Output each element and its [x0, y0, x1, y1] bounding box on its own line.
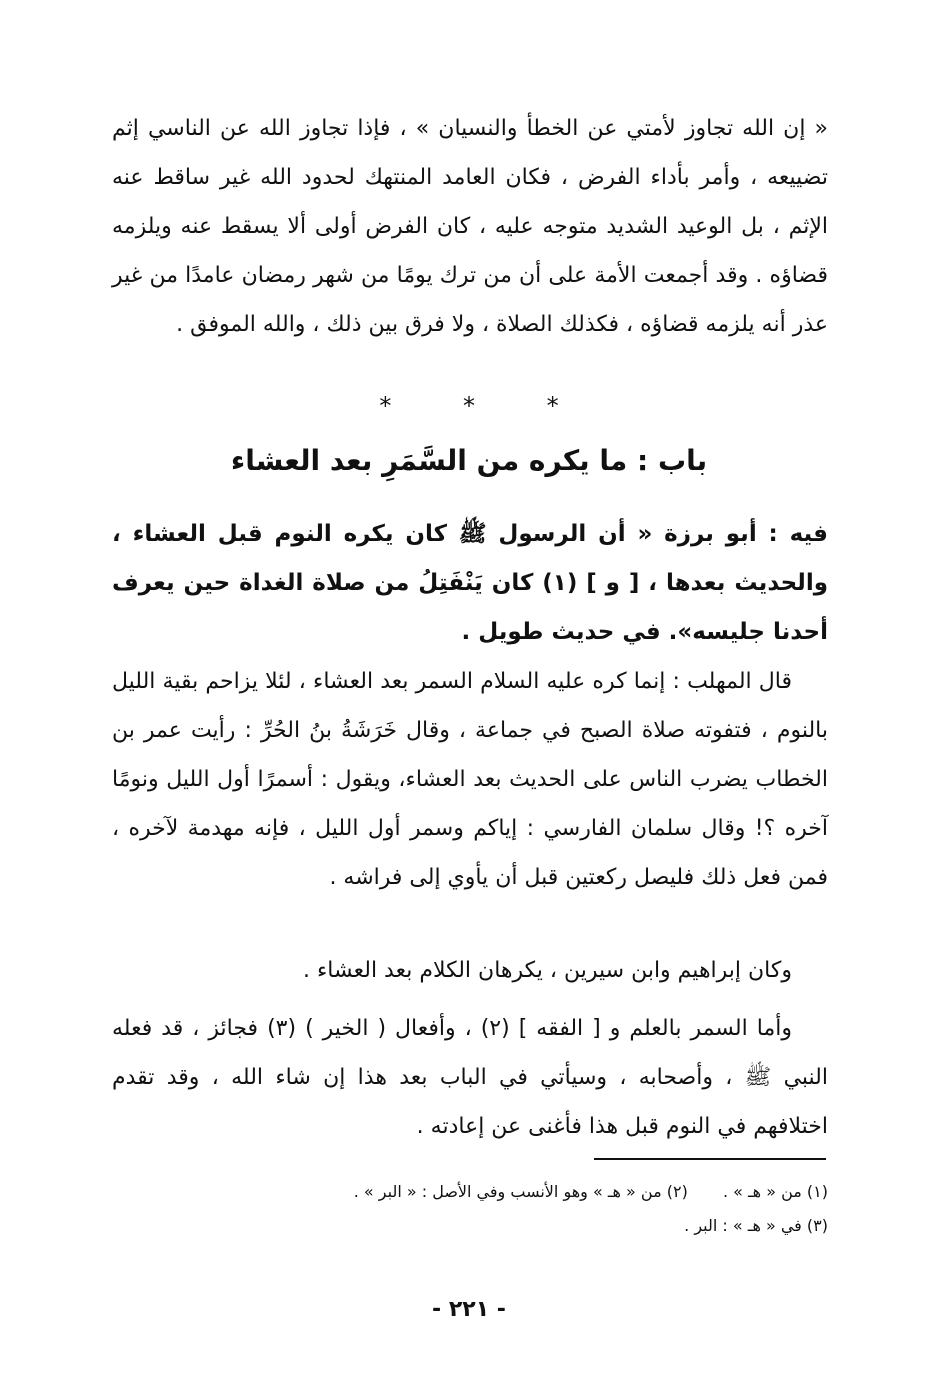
footnote-1: (١) من « هـ » .: [722, 1182, 828, 1201]
paragraph-3: قال المهلب : إنما كره عليه السلام السمر بعد العشاء ، لئلا يزاحم بقية الليل بالنوم ، فتفوته صلاة الصبح في جماعة ، وقال خَرَشَةُ بنُ الحُرِّ : رأيت عمر بن الخطاب يضرب الناس على الحديث بعد العشاء، ويقول : أسمرًا أول الليل ونومًا آخره ؟! وقال سلمان الفارسي : إياكم وسمر أول الليل ، فإنه مهدمة لآخره ، فمن فعل ذلك فليصل ركعتين قبل أن يأوي إلى فراشه .: [112, 669, 828, 890]
paragraph-5: وأما السمر بالعلم و [ الفقه ] (٢) ، وأفعال ( الخير ) (٣) فجائز ، قد فعله النبي ﷺ ، وأصحابه ، وسيأتي في الباب بعد هذا إن شاء الله ، وقد تقدم اختلافهم في النوم قبل هذا فأغنى عن إعادته .: [112, 1016, 828, 1139]
separator-star: *: [379, 392, 392, 420]
paragraph-4-container: [112, 946, 828, 995]
footnote-2: (٢) من « هـ » وهو الأنسب وفي الأصل : « البر » .: [353, 1182, 688, 1201]
section-heading: باب : ما يكره من السَّمَرِ بعد العشاء: [230, 444, 708, 477]
hadith-container: [112, 510, 828, 657]
hadith-text: فيه : أبو برزة « أن الرسول ﷺ كان يكره النوم قبل العشاء ، والحديث بعدها ، [ و ] (١) كان يَنْفَتِلُ من صلاة الغداة حين يعرف أحدنا جليسه». في حديث طويل .: [112, 521, 828, 645]
separator-star: *: [463, 392, 475, 420]
paragraph-3-container: [112, 657, 828, 902]
section-separator: [0, 392, 938, 420]
paragraph-4: وكان إبراهيم وابن سيرين ، يكرهان الكلام بعد العشاء .: [302, 958, 792, 983]
paragraph-1-container: [112, 104, 828, 349]
separator-star: *: [546, 392, 559, 420]
paragraph-1: « إن الله تجاوز لأمتي عن الخطأ والنسيان » ، فإذا تجاوز الله عن الناسي إثم تضييعه ، وأمر بأداء الفرض ، فكان العامد المنتهك لحدود الله غير ساقط عنه الإثم ، بل الوعيد الشديد متوجه عليه ، كان الفرض أولى ألا يسقط عنه ويلزمه قضاؤه . وقد أجمعت الأمة على أن من ترك يومًا من شهر رمضان عامدًا من غير عذر أنه يلزمه قضاؤه ، فكذلك الصلاة ، ولا فرق بين ذلك ، والله الموفق .: [112, 116, 828, 337]
footnotes-row-1: [112, 1175, 828, 1209]
footnotes-row-2: [112, 1209, 828, 1243]
footnote-divider: [594, 1158, 826, 1160]
footnote-3: (٣) في « هـ » : البر .: [684, 1216, 828, 1235]
page-number: - ٢٢١ -: [432, 1297, 506, 1322]
paragraph-5-container: [112, 1004, 828, 1151]
